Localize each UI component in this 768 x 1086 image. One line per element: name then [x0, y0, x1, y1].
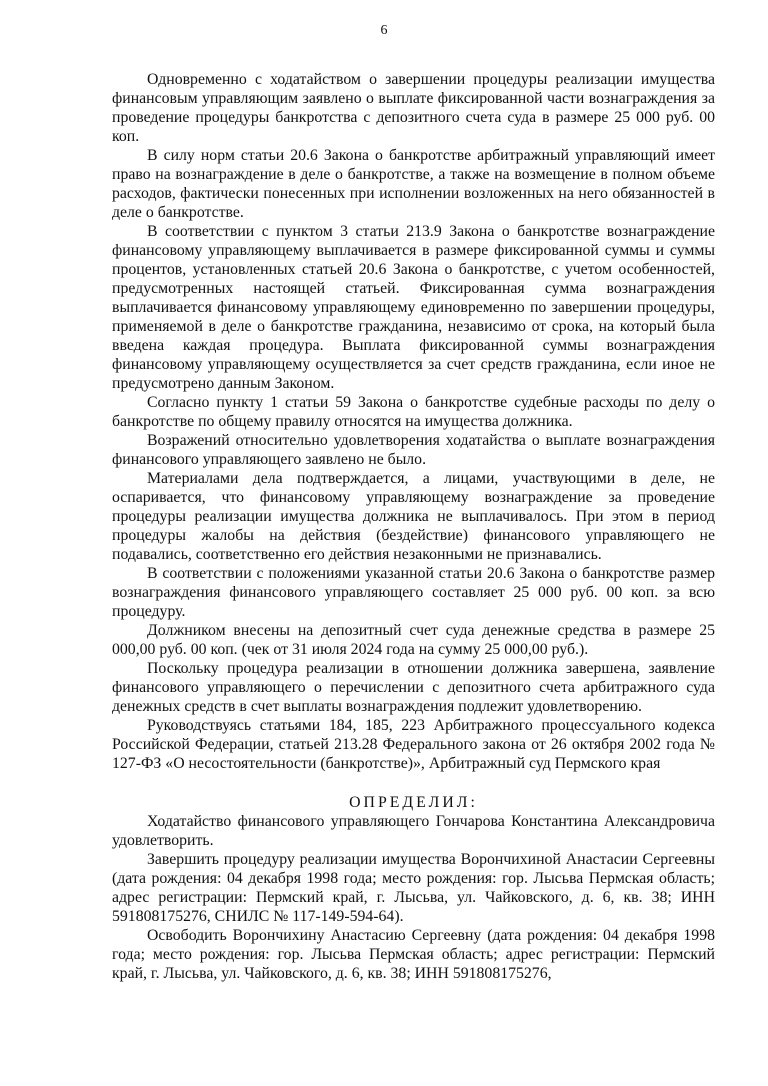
document-body — [112, 70, 715, 983]
paragraph: В соответствии с пунктом 3 статьи 213.9 Закона о банкротстве вознаграждение финансовому управляющему выплачивается в размере фиксированной суммы и суммы процентов, установленных статьей 20.6 Закона о банкротстве, с учетом особенностей, предусмотренных настоящей статьей. Фиксированная сумма вознаграждения выплачивается финансовому управляющему единовременно по завершении процедуры, применяемой в деле о банкротстве гражданина, независимо от срока, на который была введена каждая процедура. Выплата фиксированной суммы вознаграждения финансовому управляющему осуществляется за счет средств гражданина, если иное не предусмотрено данным Законом. — [112, 223, 715, 392]
paragraph: Руководствуясь статьями 184, 185, 223 Арбитражного процессуального кодекса Российской Федерации, статьей 213.28 Федерального закона от 26 октября 2002 года № 127-ФЗ «О несостоятельности (банкротстве)», Арбитражный суд Пермского края — [112, 717, 715, 772]
paragraph: В соответствии с положениями указанной статьи 20.6 Закона о банкротстве размер вознаграждения финансового управляющего составляет 25 000 руб. 00 коп. за всю процедуру. — [112, 565, 715, 620]
paragraph: Ходатайство финансового управляющего Гончарова Константина Александровича удовлетворить. — [112, 813, 715, 849]
paragraph: Освободить Ворончихину Анастасию Сергеевну (дата рождения: 04 декабря 1998 года; место рождения: гор. Лысьва Пермская область; адрес регистрации: Пермский край, г. Лысьва, ул. Чайковского, д. 6, кв. 38; ИНН 591808175276, — [112, 927, 715, 982]
paragraph: Завершить процедуру реализации имущества Ворончихиной Анастасии Сергеевны (дата рождения: 04 декабря 1998 года; место рождения: гор. Лысьва Пермская область; адрес регистрации: Пермский край, г. Лысьва, ул. Чайковского, д. 6, кв. 38; ИНН 591808175276, СНИЛС № 117-149-594-64). — [112, 851, 715, 925]
paragraph: Согласно пункту 1 статьи 59 Закона о банкротстве судебные расходы по делу о банкротстве по общему правилу относятся на имущества должника. — [112, 394, 715, 430]
paragraph: В силу норм статьи 20.6 Закона о банкротстве арбитражный управляющий имеет право на вознаграждение в деле о банкротстве, а также на возмещение в полном объеме расходов, фактически понесенных при исполнении возложенных на него обязанностей в деле о банкротстве. — [112, 147, 715, 221]
paragraph: Поскольку процедура реализации в отношении должника завершена, заявление финансового управляющего о перечислении с депозитного счета арбитражного суда денежных средств в счет выплаты вознаграждения подлежит удовлетворению. — [112, 660, 715, 715]
paragraph: Возражений относительно удовлетворения ходатайства о выплате вознаграждения финансового управляющего заявлено не было. — [112, 432, 715, 468]
ruling-heading: ОПРЕДЕЛИЛ: — [349, 794, 478, 811]
paragraph: Должником внесены на депозитный счет суда денежные средства в размере 25 000,00 руб. 00 коп. (чек от 31 июля 2024 года на сумму 25 000,00 руб.). — [112, 622, 715, 658]
page-number: 6 — [380, 23, 388, 38]
paragraph: Материалами дела подтверждается, а лицами, участвующими в деле, не оспаривается, что финансовому управляющему вознаграждение за проведение процедуры реализации имущества должника не выплачивалось. При этом в период процедуры жалобы на действия (бездействие) финансового управляющего не подавались, соответственно его действия незаконными не признавались. — [112, 470, 715, 563]
paragraph: Одновременно с ходатайством о завершении процедуры реализации имущества финансовым управляющим заявлено о выплате фиксированной части вознаграждения за проведение процедуры банкротства с депозитного счета суда в размере 25 000 руб. 00 коп. — [112, 71, 715, 145]
